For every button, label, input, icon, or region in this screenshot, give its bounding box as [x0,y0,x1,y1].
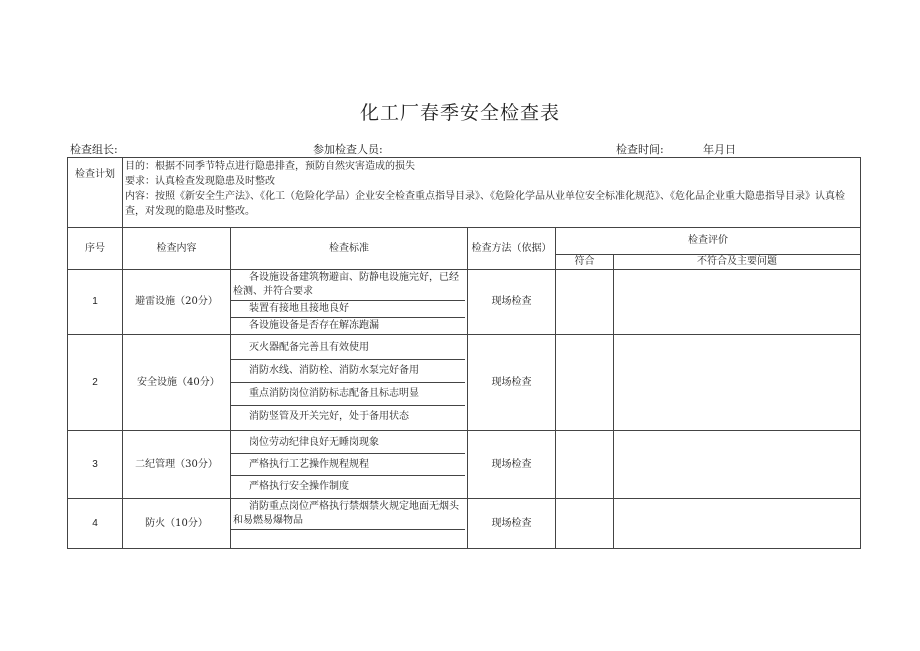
plan-line-content: 内容：按照《新安全生产法》、《化工（危险化学品）企业安全检查重点指导目录》、《危险化学品从业单位安全标准化规范》、《危化品企业重大隐患指导目录》认真检查，对发现的隐患及时整改。 [125,191,845,217]
row-standards [231,270,468,335]
plan-content [123,158,861,228]
row-conform-cell[interactable] [556,335,614,431]
table-row [68,335,861,431]
standard-item: 严格执行安全操作制度 [249,481,349,492]
col-nonconform: 不符合及主要问题 [614,255,861,270]
row-nonconform-cell[interactable] [614,270,861,335]
page-title: 化工厂春季安全检查表 [359,102,560,124]
col-no: 序号 [68,228,123,270]
standard-item: 消防竖管及开关完好，处于备用状态 [249,411,409,422]
standard-item: 消防重点岗位严格执行禁烟禁火规定地面无烟头和易燃易爆物品 [231,499,465,530]
plan-line-purpose: 目的：根据不同季节特点进行隐患排查，预防自然灾害造成的损失 [125,161,415,172]
row-conform-cell[interactable] [556,270,614,335]
date-label: 年月日 [703,143,736,156]
plan-line-requirement: 要求：认真检查发现隐患及时整改 [125,176,275,187]
row-conform-cell[interactable] [556,431,614,499]
row-nonconform-cell[interactable] [614,431,861,499]
col-method: 检查方法（依据） [468,228,556,270]
time-label: 检查时间: [616,143,664,156]
leader-label: 检查组长: [70,143,118,156]
standard-item: 岗位劳动纪律良好无睡岗现象 [231,432,465,454]
row-no: 3 [68,431,123,499]
standard-item: 重点消防岗位消防标志配备且标志明显 [231,383,465,406]
row-no: 4 [68,499,123,549]
column-header-row [68,228,861,255]
row-standards [231,431,468,499]
col-evaluation: 检查评价 [556,228,861,255]
row-method: 现场检查 [468,499,556,549]
row-conform-cell[interactable] [556,499,614,549]
standard-item: 各设施设备是否存在解冻跑漏 [249,320,379,331]
table-row [68,431,861,499]
col-standard: 检查标准 [231,228,468,270]
col-content: 检查内容 [123,228,231,270]
row-standards [231,335,468,431]
table-row [68,270,861,335]
row-standards [231,499,468,549]
standard-item: 消防水线、消防栓、消防水泵完好备用 [231,360,465,383]
participants-label: 参加检查人员: [313,143,383,156]
row-content: 二纪管理（30分） [123,431,231,499]
row-method: 现场检查 [468,270,556,335]
plan-label: 检查计划 [68,158,123,228]
table-row [68,499,861,549]
standard-item: 装置有接地且接地良好 [231,301,465,318]
standard-item: 严格执行工艺操作规程规程 [231,454,465,476]
row-method: 现场检查 [468,431,556,499]
col-conform: 符合 [556,255,614,270]
standard-item: 灭火器配备完善且有效使用 [231,337,465,360]
row-content: 防火（10分） [123,499,231,549]
inspection-table [67,157,861,549]
row-no: 1 [68,270,123,335]
plan-row [68,158,861,228]
row-nonconform-cell[interactable] [614,335,861,431]
row-content: 安全设施（40分） [123,335,231,431]
row-nonconform-cell[interactable] [614,499,861,549]
row-content: 避雷设施（20分） [123,270,231,335]
row-no: 2 [68,335,123,431]
standard-item: 各设施设备建筑物避亩、防静电设施完好，已经检测、并符合要求 [231,270,465,301]
row-method: 现场检查 [468,335,556,431]
